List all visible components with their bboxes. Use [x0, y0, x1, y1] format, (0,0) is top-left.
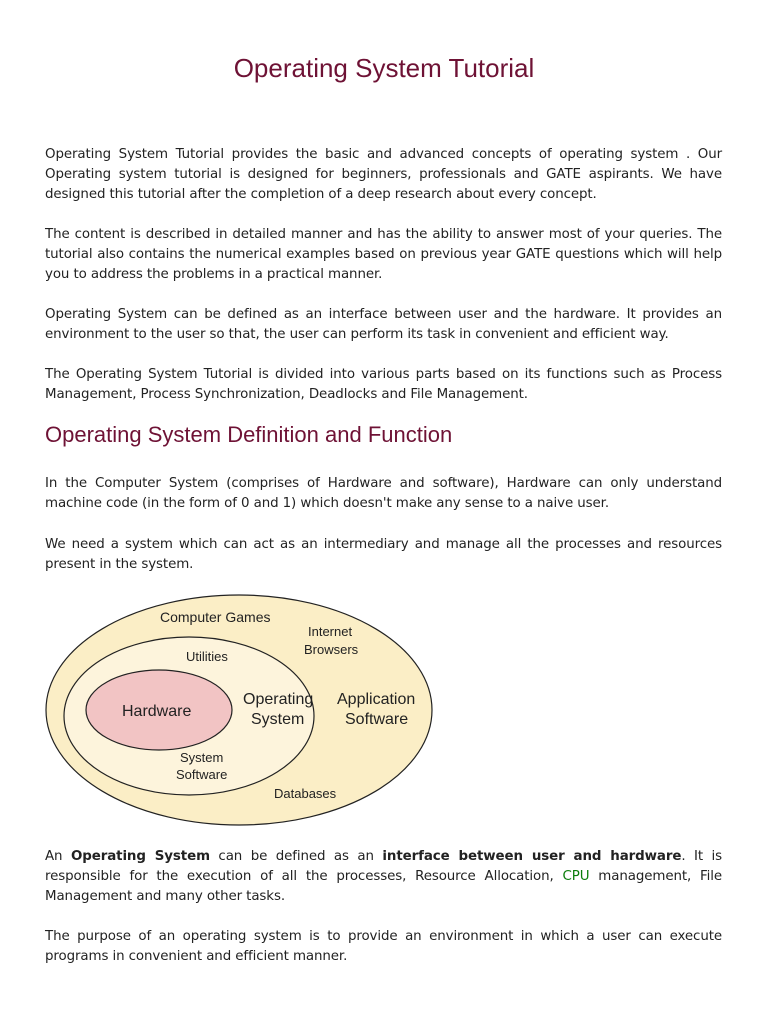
label-computer-games: Computer Games: [160, 609, 271, 625]
section-paragraph-2: We need a system which can act as an intermediary and manage all the processes and resources present in the system.: [45, 537, 722, 572]
purpose-paragraph: The purpose of an operating system is to provide an environment in which a user can execute programs in convenient and efficient manner.: [45, 929, 722, 964]
section-paragraph-1: In the Computer System (comprises of Hardware and software), Hardware can only understand machine code (in the form of 0 and 1) which doesn't make any sense to a naive user.: [45, 476, 722, 511]
label-system-software-2: Software: [176, 767, 228, 782]
intro-paragraph-1: Operating System Tutorial provides the basic and advanced concepts of operating system . Our Operating system tutorial is designed for beginners, professionals and GATE aspirants. We have designed this tutorial after the completion of a deep research about every concept.: [45, 147, 722, 202]
definition-bold-os: Operating System: [70, 849, 210, 864]
label-application: Application: [337, 691, 416, 708]
definition-text-2: can be defined as an: [209, 849, 383, 864]
intro-paragraph-3: Operating System can be defined as an interface between user and the hardware. It provides an environment to the user so that, the user can perform its task in convenient and efficient way.: [45, 307, 722, 342]
label-utilities: Utilities: [186, 649, 228, 664]
intro-paragraph-2: The content is described in detailed manner and has the ability to answer most of your queries. The tutorial also contains the numerical examples based on previous year GATE questions which will help you to address the problems in a practical manner.: [45, 227, 722, 282]
definition-bold-interface: interface between user and hardware: [382, 849, 682, 864]
os-layers-diagram: [43, 590, 435, 828]
label-browsers: Browsers: [304, 642, 359, 657]
cpu-link[interactable]: CPU: [562, 869, 590, 884]
intro-paragraph-4: The Operating System Tutorial is divided into various parts based on its functions such as Process Management, Process Synchronization, Deadlocks and File Management.: [45, 367, 722, 402]
label-software: Software: [345, 711, 409, 728]
label-hardware: Hardware: [122, 703, 192, 720]
label-internet: Internet: [308, 624, 353, 639]
definition-text-4: management, File Management and many other tasks.: [45, 869, 722, 904]
page-title: Operating System Tutorial: [233, 53, 535, 83]
label-databases: Databases: [274, 786, 337, 801]
definition-text-3: . It is responsible for the execution of all the processes, Resource Allocation,: [45, 849, 722, 884]
label-system-software-1: System: [180, 750, 224, 765]
definition-text-1: An: [45, 849, 71, 864]
label-system: System: [251, 711, 305, 728]
section-heading: Operating System Definition and Function: [45, 422, 453, 447]
label-operating: Operating: [243, 691, 314, 708]
definition-paragraph: [45, 847, 722, 907]
